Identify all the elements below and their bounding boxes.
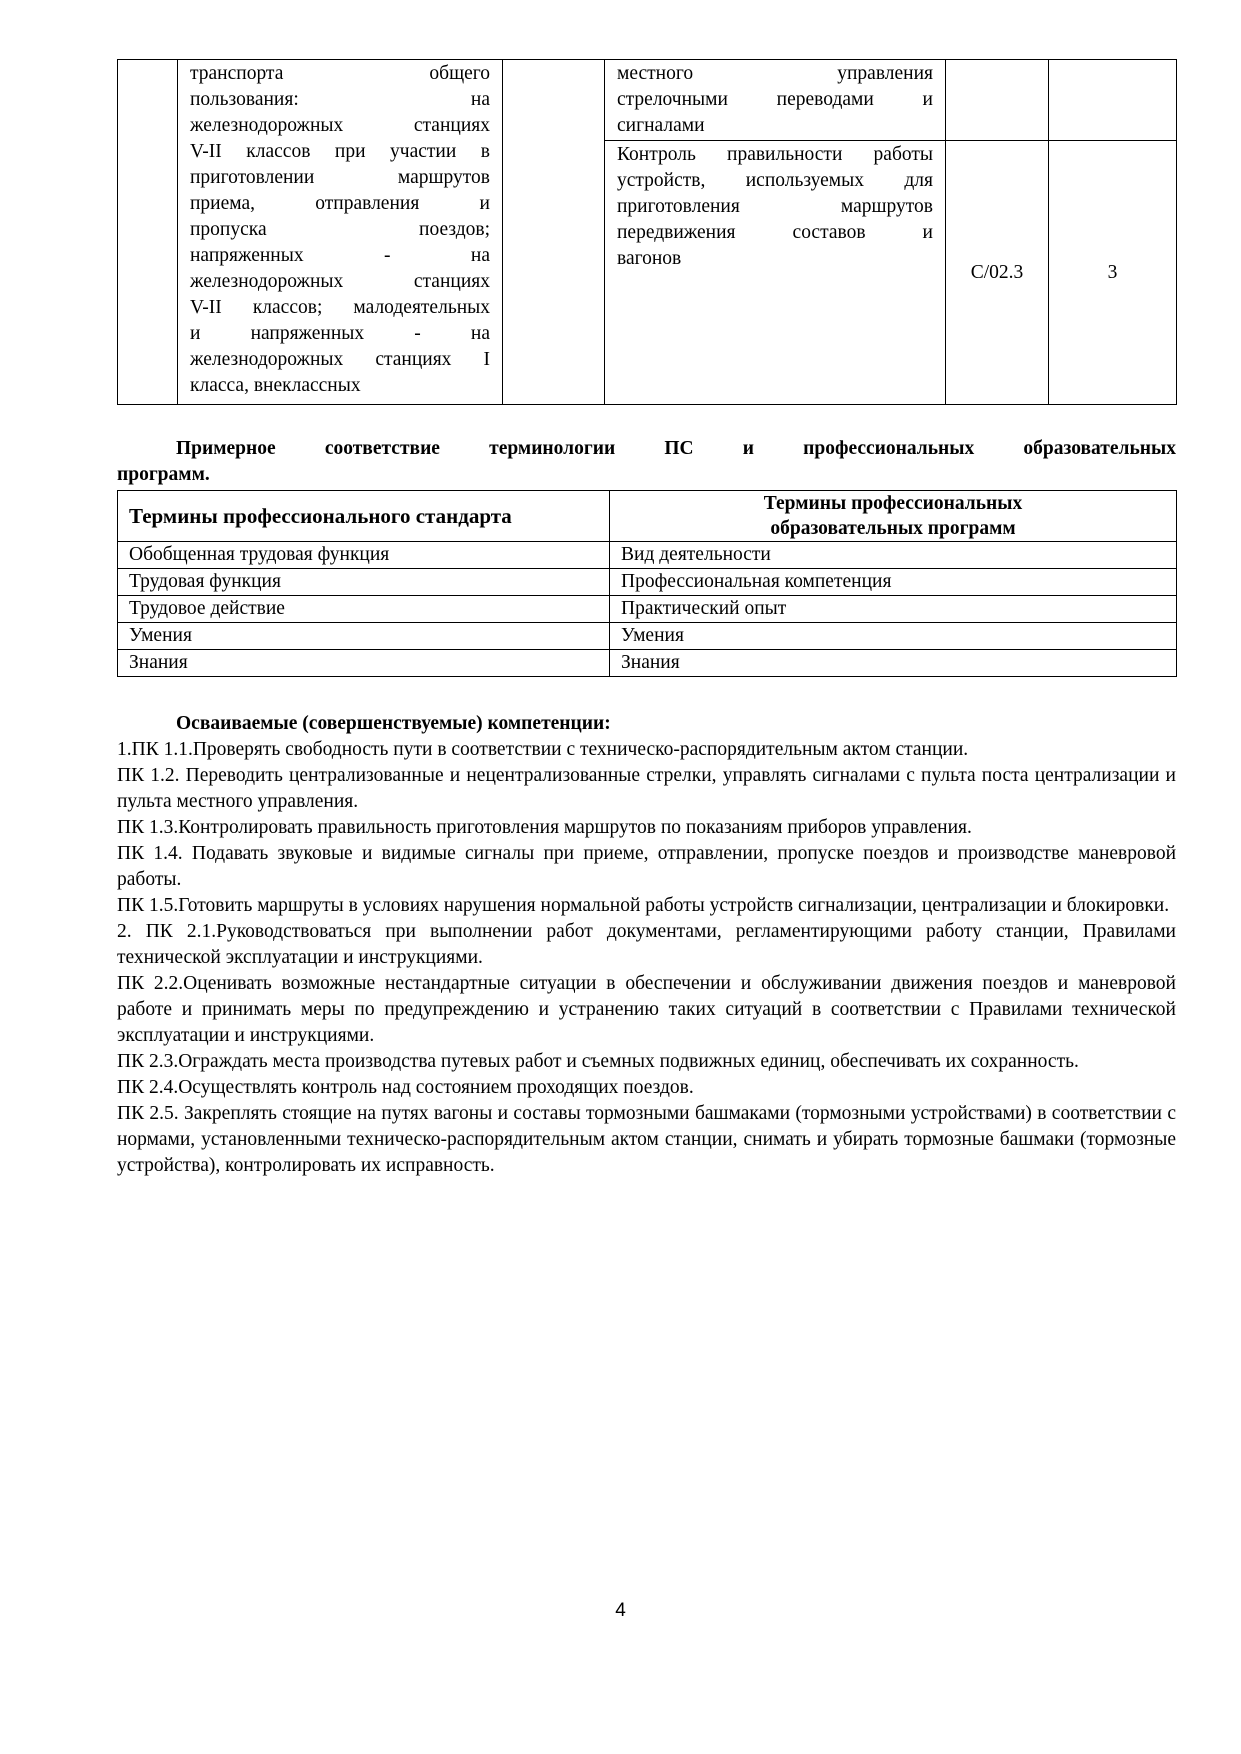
header-line: Термины профессиональных [763,493,1023,514]
page-number: 4 [615,1600,626,1621]
standard-term: Трудовая функция [118,569,610,596]
text-line: пропуска поездов; [190,219,490,240]
text-line: передвижения составов и [617,222,933,243]
standard-term: Знания [118,650,610,677]
competencies-heading: Осваиваемые (совершенствуемые) компетенции: [176,713,611,734]
table-cell-empty [118,60,178,405]
table-cell-empty [1049,60,1177,141]
text-line: напряженных - на [190,245,490,266]
competency-item: ПК 2.3.Ограждать места производства путевых работ и съемных подвижных единиц, обеспечивать их сохранность. [117,1051,1079,1072]
competency-item: ПК 2.2.Оценивать возможные нестандартные ситуации в обеспечении и обслуживании движения поездов и маневровой работе и принимать меры по предупреждению и устранению таких ситуаций в соответствии с Правилами технической эксплуатации и инструкциями. [117,973,1176,1046]
text-line: сигналами [617,115,705,136]
table-cell-empty [946,60,1049,141]
labor-function-cell [605,60,946,141]
competency-item: 2. ПК 2.1.Руководствоваться при выполнении работ документами, регламентирующими работу станции, Правилами технической эксплуатации и инструкциями. [117,921,1176,968]
competencies-section [117,711,1176,1179]
program-term: Профессиональная компетенция [610,569,1177,596]
table-header-row [118,491,1177,542]
table-row [118,596,1177,623]
header-standard-terms: Термины профессионального стандарта [118,491,610,542]
table-row [118,60,1177,141]
table-row [118,623,1177,650]
terminology-table [117,490,1177,677]
competency-item: ПК 1.3.Контролировать правильность приготовления маршрутов по показаниям приборов управления. [117,817,972,838]
header-program-terms [610,491,1177,542]
program-term: Умения [610,623,1177,650]
table-row [118,650,1177,677]
title-line: программ. [117,464,210,485]
competency-item: ПК 1.5.Готовить маршруты в условиях нарушения нормальной работы устройств сигнализации, централизации и блокировки. [117,895,1170,916]
labor-functions-table-continuation [117,59,1177,405]
program-term: Вид деятельности [610,542,1177,569]
text-line: приготовления маршрутов [617,196,933,217]
table-row [118,542,1177,569]
program-term: Практический опыт [610,596,1177,623]
standard-term: Трудовое действие [118,596,610,623]
competency-item: 1.ПК 1.1.Проверять свободность пути в соответствии с техническо-распорядительным актом станции. [117,739,969,760]
terminology-section-title [117,436,1176,488]
standard-term: Умения [118,623,610,650]
competency-item: ПК 2.4.Осуществлять контроль над состоянием проходящих поездов. [117,1077,694,1098]
text-line: Контроль правильности работы [617,144,933,165]
text-line: приема, отправления и [190,193,490,214]
header-line: образовательных программ [770,518,1016,539]
table-cell-empty [503,60,605,405]
text-line: железнодорожных станциях [190,271,490,292]
labor-function-cell [605,141,946,405]
text-line: вагонов [617,248,682,269]
text-line: и напряженных - на [190,323,490,344]
text-line: железнодорожных станциях [190,115,490,136]
qualification-description-cell [178,60,503,405]
table-row [118,569,1177,596]
text-line: класса, внеклассных [190,375,361,396]
text-line: приготовлении маршрутов [190,167,490,188]
text-line: V-II классов; малодеятельных [190,297,490,318]
competency-item: ПК 1.4. Подавать звуковые и видимые сигналы при приеме, отправлении, пропуске поездов и производстве маневровой работы. [117,843,1176,890]
text-line: V-II классов при участии в [190,141,490,162]
title-line: Примерное соответствие терминологии ПС и профессиональных образовательных [176,438,1176,459]
program-term: Знания [610,650,1177,677]
competency-item: ПК 2.5. Закреплять стоящие на путях вагоны и составы тормозными башмаками (тормозными устройствами) в соответствии с нормами, установленными техническо-распорядительным актом станции, снимать и убирать тормозные башмаки (тормозные устройства), контролировать их исправность. [117,1103,1176,1176]
text-line: транспорта общего [190,63,490,84]
text-line: стрелочными переводами и [617,89,933,110]
text-line: устройств, используемых для [617,170,933,191]
text-line: пользования: на [190,89,490,110]
qualification-level-cell: 3 [1049,141,1177,405]
standard-term: Обобщенная трудовая функция [118,542,610,569]
function-code-cell: C/02.3 [946,141,1049,405]
competency-item: ПК 1.2. Переводить централизованные и нецентрализованные стрелки, управлять сигналами с пульта поста централизации и пульта местного управления. [117,765,1176,812]
text-line: железнодорожных станциях I [190,349,490,370]
text-line: местного управления [617,63,933,84]
